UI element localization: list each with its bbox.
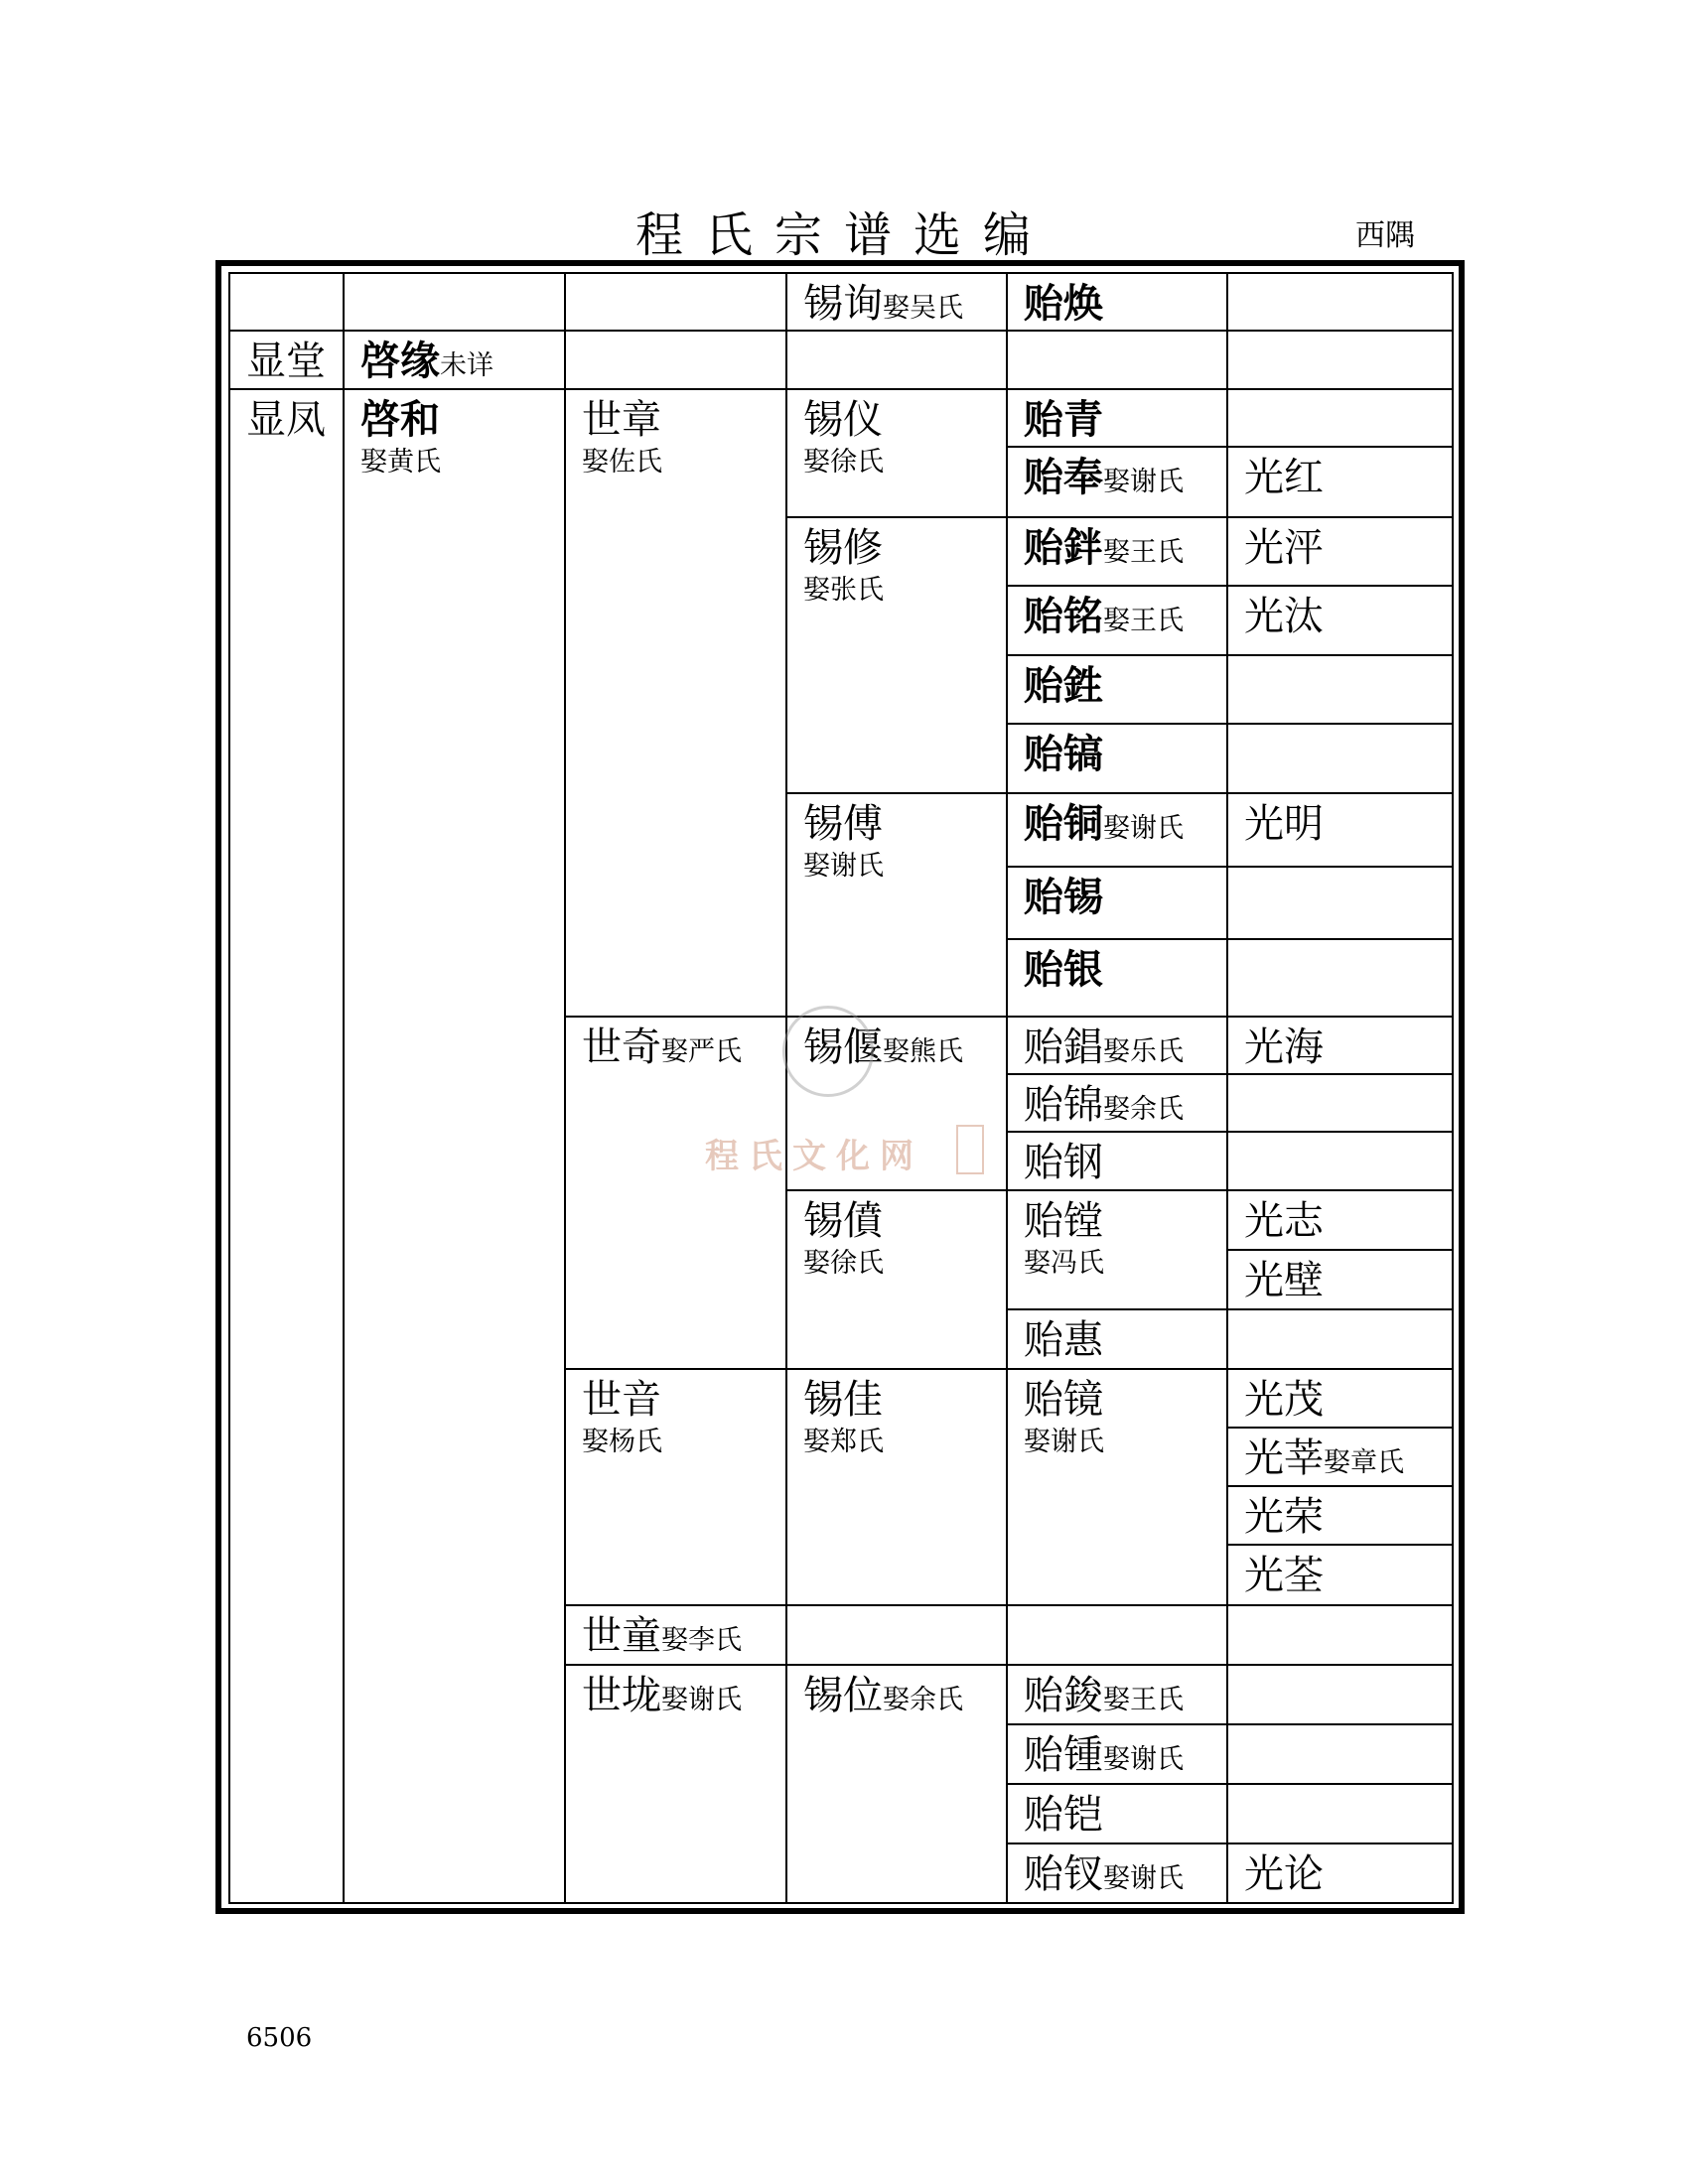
- genealogy-cell: [785, 330, 1008, 390]
- genealogy-cell: [228, 272, 345, 332]
- genealogy-cell: [1006, 1016, 1228, 1075]
- genealogy-cell: [1226, 938, 1454, 1018]
- person-name: 锡傅: [803, 801, 883, 847]
- person-name: 贻铭: [1024, 594, 1103, 639]
- spouse-note: 娶谢氏: [1103, 467, 1184, 497]
- genealogy-cell: [1006, 792, 1228, 868]
- person-name: 贻镐: [1024, 732, 1103, 777]
- genealogy-cell: [1226, 388, 1454, 448]
- genealogy-cell: [785, 388, 1008, 518]
- person-entry: [1024, 1197, 1104, 1281]
- genealogy-cell: [1226, 446, 1454, 518]
- spouse-note: 娶王氏: [1103, 537, 1184, 568]
- genealogy-cell: [564, 1604, 787, 1666]
- person-entry: [1024, 1850, 1184, 1898]
- genealogy-cell: [1226, 330, 1454, 390]
- genealogy-cell: [1006, 1783, 1228, 1844]
- genealogy-cell: [343, 388, 566, 1904]
- genealogy-cell: [785, 1368, 1008, 1606]
- genealogy-cell: [564, 272, 787, 332]
- spouse-note: 娶谢氏: [1103, 1863, 1184, 1894]
- person-name: 贻银: [1024, 947, 1103, 993]
- person-name: 光论: [1244, 1851, 1324, 1897]
- person-name: 贻鉡: [1024, 525, 1103, 571]
- person-entry: [1024, 1376, 1104, 1459]
- region-label: 西隅: [1355, 218, 1415, 253]
- person-name: 贻镜: [1024, 1377, 1103, 1423]
- person-entry: [246, 396, 326, 444]
- person-entry: [1024, 1316, 1103, 1364]
- person-name: 世童: [582, 1613, 661, 1659]
- spouse-note: 娶谢氏: [803, 851, 884, 882]
- person-name: 光壁: [1244, 1258, 1324, 1303]
- genealogy-cell: [1226, 1249, 1454, 1310]
- person-entry: [1024, 1024, 1184, 1071]
- person-entry: [1024, 524, 1184, 572]
- genealogy-cell: [1006, 1604, 1228, 1666]
- spouse-note: 未详: [440, 350, 493, 381]
- page-title: 程氏宗谱选编: [634, 207, 1053, 263]
- person-entry: [803, 280, 963, 328]
- person-name: 世垅: [582, 1673, 661, 1718]
- spouse-note: 娶严氏: [661, 1036, 742, 1067]
- genealogy-cell: [343, 272, 566, 332]
- spouse-note: 娶王氏: [1103, 606, 1184, 636]
- person-name: 锡僨: [803, 1198, 883, 1244]
- person-name: 锡仪: [803, 397, 883, 443]
- genealogy-cell: [785, 1189, 1008, 1370]
- person-name: 世章: [582, 397, 661, 443]
- person-name: 啓缘: [360, 339, 440, 384]
- person-entry: [1024, 1081, 1184, 1129]
- spouse-note: 娶徐氏: [803, 447, 884, 478]
- spouse-note: 娶黄氏: [360, 447, 441, 478]
- person-name: 啓和: [360, 397, 440, 443]
- genealogy-cell: [1006, 272, 1228, 332]
- genealogy-cell: [343, 330, 566, 390]
- genealogy-cell: [1226, 1189, 1454, 1251]
- person-name: 贻鋑: [1024, 1673, 1103, 1718]
- person-name: 世奇: [582, 1024, 661, 1070]
- person-entry: [1024, 454, 1184, 501]
- person-name: 光茂: [1244, 1377, 1324, 1423]
- genealogy-cell: [564, 1368, 787, 1606]
- person-name: 贻惠: [1024, 1317, 1103, 1363]
- spouse-note: 娶余氏: [1103, 1094, 1184, 1125]
- person-entry: [1244, 1552, 1324, 1599]
- person-name: 世音: [582, 1377, 661, 1423]
- genealogy-cell: [1226, 1485, 1454, 1546]
- spouse-note: 娶吴氏: [883, 293, 963, 324]
- person-name: 贻钢: [1024, 1140, 1103, 1185]
- person-entry: [582, 1672, 742, 1719]
- genealogy-cell: [564, 388, 787, 1018]
- person-entry: [1244, 524, 1324, 572]
- spouse-note: 娶佐氏: [582, 447, 662, 478]
- person-entry: [1244, 454, 1324, 501]
- person-entry: [1024, 874, 1103, 921]
- person-entry: [1024, 280, 1103, 328]
- person-name: 光明: [1244, 801, 1324, 847]
- genealogy-cell: [1006, 446, 1228, 518]
- watermark-seal-circle: [782, 1006, 874, 1097]
- spouse-note: 娶谢氏: [1024, 1427, 1104, 1457]
- genealogy-cell: [1006, 388, 1228, 448]
- genealogy-cell: [1226, 1427, 1454, 1487]
- person-entry: [1024, 1791, 1103, 1839]
- genealogy-cell: [1226, 1131, 1454, 1191]
- person-name: 贻青: [1024, 397, 1103, 443]
- person-entry: [1244, 593, 1324, 640]
- genealogy-cell: [1006, 516, 1228, 587]
- person-name: 光汰: [1244, 594, 1324, 639]
- person-name: 光海: [1244, 1024, 1324, 1070]
- person-entry: [803, 1197, 884, 1281]
- person-entry: [1244, 1493, 1324, 1541]
- person-entry: [1244, 1850, 1324, 1898]
- genealogy-cell: [1226, 792, 1454, 868]
- genealogy-cell: [785, 792, 1008, 1018]
- person-entry: [1244, 1257, 1324, 1304]
- person-entry: [1024, 731, 1103, 778]
- person-name: 贻镗: [1024, 1198, 1103, 1244]
- genealogy-cell: [564, 1664, 787, 1904]
- person-name: 锡位: [803, 1673, 883, 1718]
- spouse-note: 娶谢氏: [661, 1685, 742, 1715]
- person-entry: [1244, 1434, 1404, 1482]
- genealogy-cell: [1006, 585, 1228, 656]
- genealogy-cell: [1006, 1189, 1228, 1310]
- spouse-note: 娶熊氏: [883, 1036, 963, 1067]
- genealogy-cell: [1226, 1544, 1454, 1606]
- person-entry: [1024, 396, 1103, 444]
- genealogy-cell: [228, 388, 345, 1904]
- page-number: 6506: [246, 2023, 313, 2053]
- genealogy-cell: [1006, 1723, 1228, 1785]
- spouse-note: 娶余氏: [883, 1685, 963, 1715]
- person-entry: [803, 396, 884, 479]
- genealogy-cell: [1226, 585, 1454, 656]
- person-name: 锡询: [803, 281, 883, 327]
- person-name: 贻锡: [1024, 875, 1103, 920]
- genealogy-cell: [1226, 1308, 1454, 1370]
- person-entry: [1024, 1731, 1184, 1779]
- person-entry: [803, 1376, 884, 1459]
- genealogy-cell: [1226, 1783, 1454, 1844]
- spouse-note: 娶王氏: [1103, 1685, 1184, 1715]
- spouse-note: 娶谢氏: [1103, 813, 1184, 844]
- watermark-site-name: 程氏文化网: [705, 1137, 923, 1176]
- person-name: 锡偃: [803, 1024, 883, 1070]
- person-entry: [360, 338, 493, 385]
- genealogy-cell: [564, 330, 787, 390]
- person-name: 光泙: [1244, 525, 1324, 571]
- genealogy-cell: [785, 516, 1008, 794]
- person-entry: [582, 396, 662, 479]
- spouse-note: 娶徐氏: [803, 1248, 884, 1279]
- person-name: 显堂: [246, 339, 326, 384]
- person-name: 贻奉: [1024, 455, 1103, 500]
- person-entry: [1024, 1139, 1103, 1186]
- person-name: 光荣: [1244, 1494, 1324, 1540]
- person-name: 光红: [1244, 455, 1324, 500]
- person-entry: [582, 1612, 742, 1660]
- genealogy-cell: [785, 1604, 1008, 1666]
- person-entry: [803, 800, 884, 884]
- genealogy-cell: [1226, 272, 1454, 332]
- person-entry: [360, 396, 441, 479]
- spouse-note: 娶乐氏: [1103, 1036, 1184, 1067]
- genealogy-cell: [1006, 1368, 1228, 1606]
- person-name: 贻钗: [1024, 1851, 1103, 1897]
- genealogy-cell: [1226, 516, 1454, 587]
- person-name: 锡佳: [803, 1377, 883, 1423]
- person-name: 贻锦: [1024, 1082, 1103, 1128]
- person-entry: [1024, 946, 1103, 994]
- person-name: 贻焕: [1024, 281, 1103, 327]
- genealogy-cell: [1006, 654, 1228, 725]
- genealogy-cell: [1226, 654, 1454, 725]
- genealogy-cell: [1226, 1368, 1454, 1429]
- genealogy-cell: [1006, 1073, 1228, 1133]
- genealogy-cell: [228, 330, 345, 390]
- genealogy-cell: [1226, 1016, 1454, 1075]
- genealogy-cell: [1226, 1843, 1454, 1904]
- person-name: 显凤: [246, 397, 326, 443]
- person-name: 光志: [1244, 1198, 1324, 1244]
- genealogy-cell: [1006, 330, 1228, 390]
- genealogy-cell: [1006, 1131, 1228, 1191]
- person-name: 贻铜: [1024, 801, 1103, 847]
- spouse-note: 娶李氏: [661, 1625, 742, 1656]
- person-name: 贻锺: [1024, 1732, 1103, 1778]
- person-entry: [1024, 800, 1184, 848]
- spouse-note: 娶郑氏: [803, 1427, 884, 1457]
- person-name: 光莘: [1244, 1435, 1324, 1481]
- genealogy-cell: [1226, 866, 1454, 940]
- watermark-seal-stamp: [956, 1125, 984, 1174]
- person-entry: [1244, 1024, 1324, 1071]
- genealogy-cell: [1226, 1723, 1454, 1785]
- genealogy-cell: [1226, 723, 1454, 794]
- spouse-note: 娶杨氏: [582, 1427, 662, 1457]
- genealogy-cell: [785, 1664, 1008, 1904]
- person-entry: [1024, 593, 1184, 640]
- genealogy-cell: [1006, 866, 1228, 940]
- spouse-note: 娶谢氏: [1103, 1744, 1184, 1775]
- person-entry: [582, 1376, 662, 1459]
- person-entry: [1024, 1672, 1184, 1719]
- spouse-note: 娶张氏: [803, 575, 884, 606]
- person-name: 光荃: [1244, 1553, 1324, 1598]
- genealogy-cell: [1006, 723, 1228, 794]
- genealogy-cell: [1006, 1308, 1228, 1370]
- person-entry: [1024, 662, 1103, 710]
- person-entry: [246, 338, 326, 385]
- genealogy-cell: [785, 272, 1008, 332]
- person-entry: [1244, 1197, 1324, 1245]
- person-name: 贻铠: [1024, 1792, 1103, 1838]
- watermark: [705, 998, 1003, 1196]
- genealogy-cell: [1226, 1604, 1454, 1666]
- person-entry: [1244, 800, 1324, 848]
- spouse-note: 娶章氏: [1324, 1447, 1404, 1478]
- spouse-note: 娶冯氏: [1024, 1248, 1104, 1279]
- person-entry: [803, 524, 884, 608]
- person-name: 贻錩: [1024, 1024, 1103, 1070]
- genealogy-cell: [1006, 1843, 1228, 1904]
- person-name: 锡修: [803, 525, 883, 571]
- genealogy-cell: [1226, 1664, 1454, 1725]
- genealogy-cell: [1226, 1073, 1454, 1133]
- person-name: 贻鉎: [1024, 663, 1103, 709]
- genealogy-cell: [1006, 1664, 1228, 1725]
- person-entry: [803, 1672, 963, 1719]
- genealogy-cell: [1006, 938, 1228, 1018]
- person-entry: [1244, 1376, 1324, 1424]
